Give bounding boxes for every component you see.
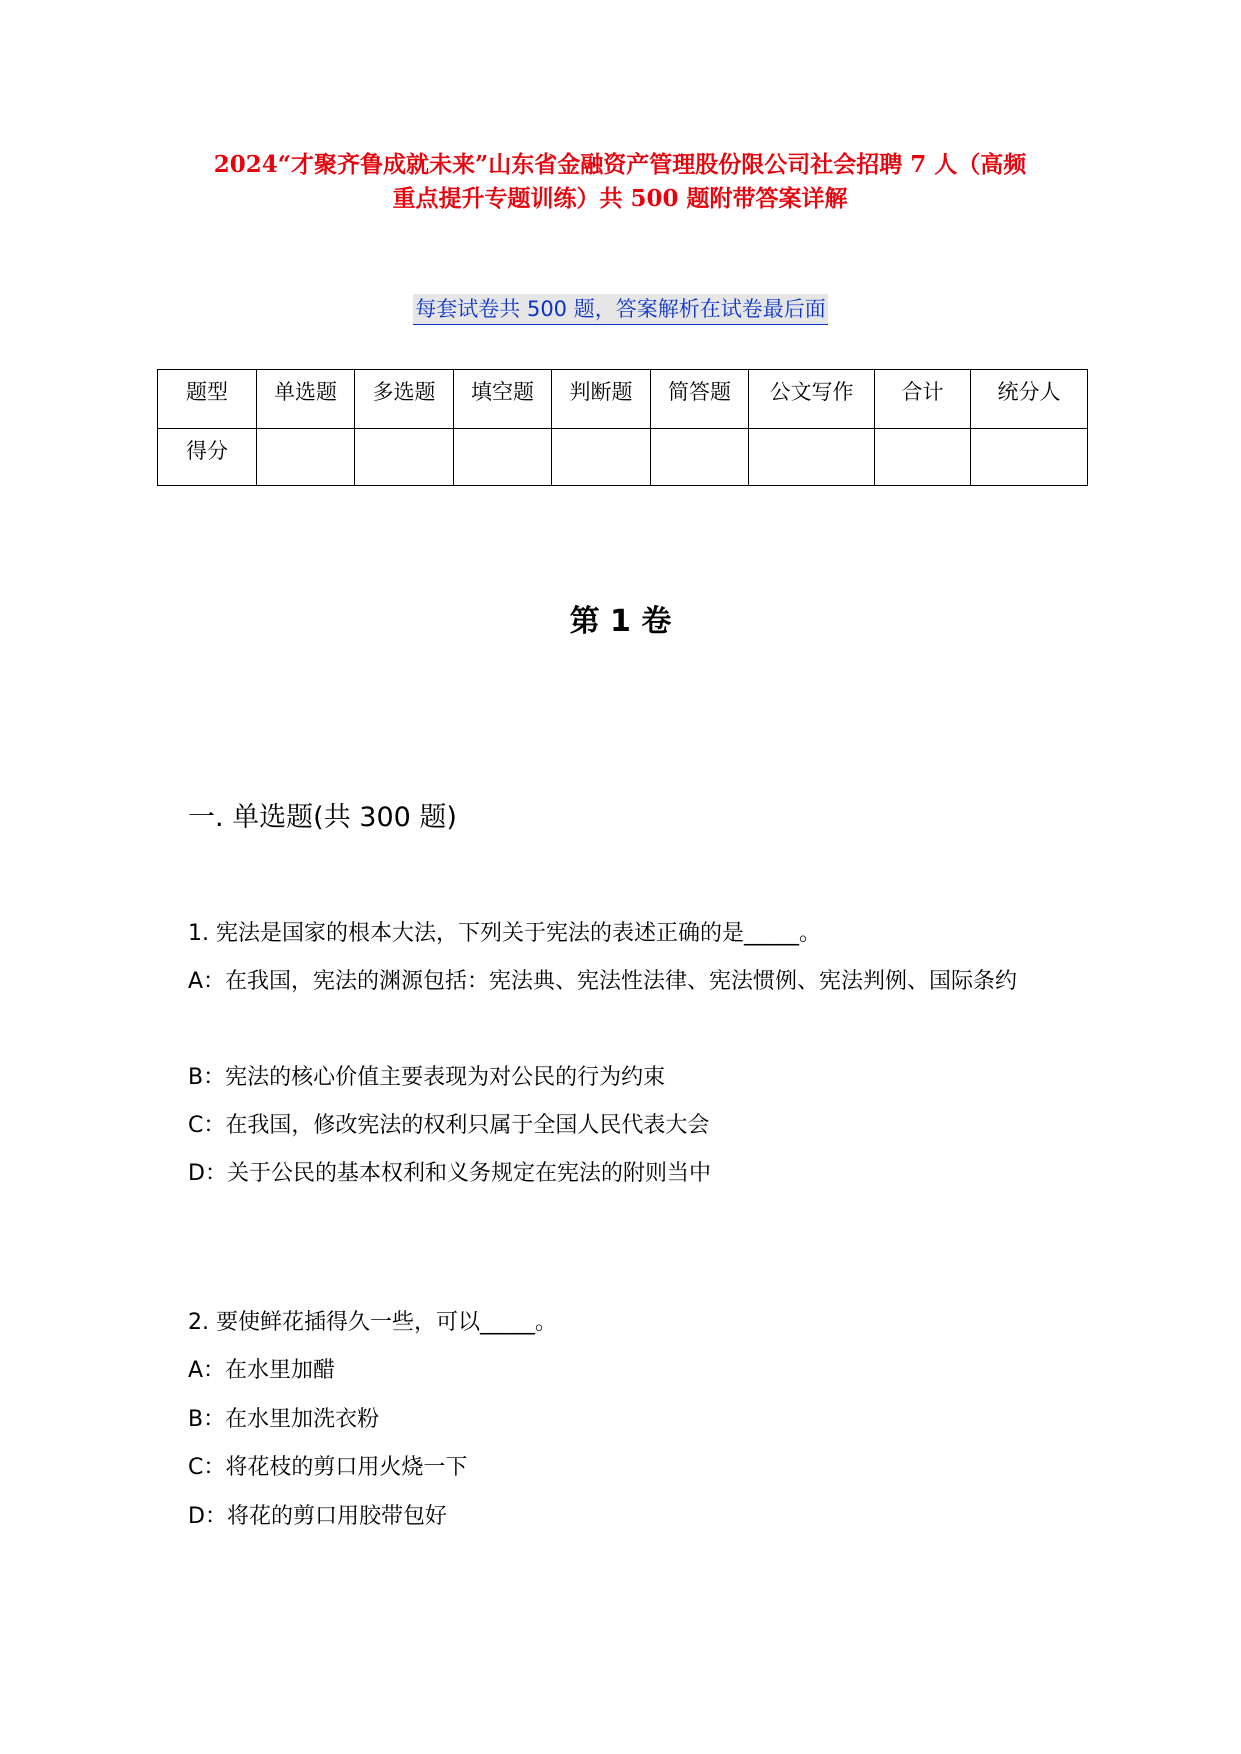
question-2-stem: 2. 要使鲜花插得久一些，可以_____。 — [188, 1310, 557, 1335]
volume-title: 第 1 卷 — [569, 604, 672, 639]
score-cell-total — [875, 429, 971, 486]
score-table-header-cell: 合计 — [875, 370, 971, 429]
question-2-option-d: D：将花的剪口用胶带包好 — [188, 1504, 447, 1529]
score-table-header-cell: 简答题 — [651, 370, 749, 429]
score-cell-official-writing — [749, 429, 875, 486]
score-table-header-cell: 多选题 — [355, 370, 454, 429]
score-table-header-cell: 题型 — [158, 370, 257, 429]
question-2-option-b: B：在水里加洗衣粉 — [188, 1407, 380, 1432]
score-table-header-row — [158, 370, 1088, 429]
question-1-option-c: C：在我国，修改宪法的权利只属于全国人民代表大会 — [188, 1113, 710, 1138]
score-cell-true-false — [552, 429, 651, 486]
score-cell-grader — [971, 429, 1088, 486]
score-cell-multiple-choice — [355, 429, 454, 486]
question-1-option-d: D：关于公民的基本权利和义务规定在宪法的附则当中 — [188, 1161, 711, 1186]
score-table-header-cell: 公文写作 — [749, 370, 875, 429]
question-1-stem: 1. 宪法是国家的根本大法，下列关于宪法的表述正确的是_____。 — [188, 921, 821, 946]
document-title-line-2: 重点提升专题训练）共 500 题附带答案详解 — [392, 185, 848, 212]
score-table-header-cell: 单选题 — [257, 370, 355, 429]
answer-notice-text: 每套试卷共 500 题，答案解析在试卷最后面 — [413, 294, 827, 325]
score-table-header-cell: 填空题 — [454, 370, 552, 429]
score-cell-fill-blank — [454, 429, 552, 486]
score-table — [157, 369, 1088, 486]
score-table-score-row — [158, 429, 1088, 486]
score-cell-short-answer — [651, 429, 749, 486]
score-cell-single-choice — [257, 429, 355, 486]
section-heading: 一. 单选题(共 300 题) — [188, 802, 457, 833]
question-2-option-a: A：在水里加醋 — [188, 1358, 336, 1383]
question-2-option-c: C：将花枝的剪口用火烧一下 — [188, 1455, 468, 1480]
answer-notice — [0, 294, 1241, 325]
score-row-label: 得分 — [158, 429, 257, 486]
document-title — [140, 148, 1100, 216]
score-table-header-cell: 判断题 — [552, 370, 651, 429]
question-1-option-b: B：宪法的核心价值主要表现为对公民的行为约束 — [188, 1065, 666, 1090]
score-table-header-cell: 统分人 — [971, 370, 1088, 429]
question-1-option-a: A：在我国，宪法的渊源包括：宪法典、宪法性法律、宪法惯例、宪法判例、国际条约 — [188, 969, 1018, 994]
document-title-line-1: 2024“才聚齐鲁成就未来”山东省金融资产管理股份限公司社会招聘 7 人（高频 — [213, 151, 1027, 178]
